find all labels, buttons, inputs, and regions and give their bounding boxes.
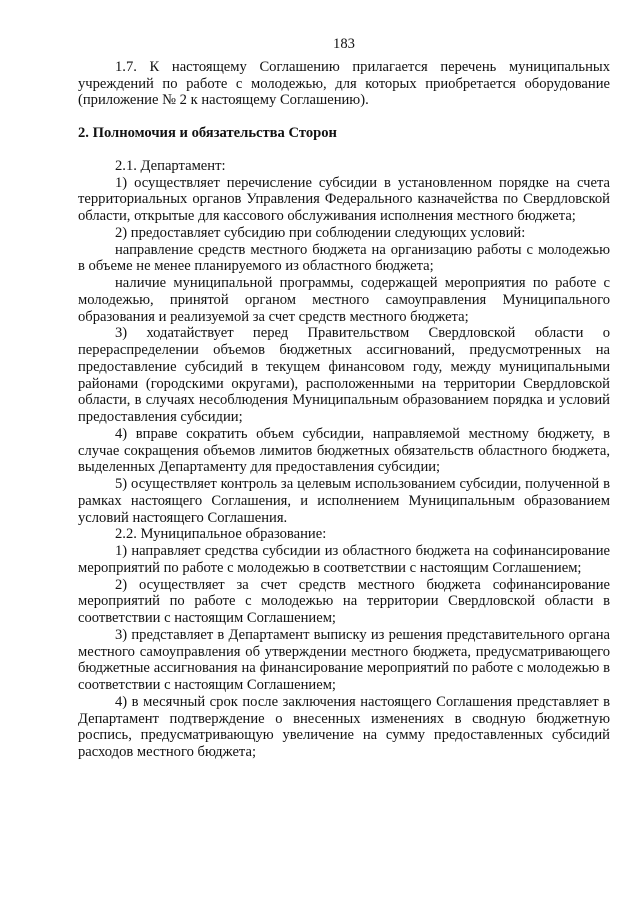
section-heading: 2. Полномочия и обязательства Сторон <box>78 125 337 141</box>
paragraph-condition-1: направление средств местного бюджета на организацию работы с молодежью в объеме не менее планируемого из областного бюджета; <box>78 241 610 275</box>
paragraph-2-2-item-1: 1) направляет средства субсидии из областного бюджета на софинансирование мероприятий по работе с молодежью в соответствии с настоящим Соглашением; <box>78 543 610 576</box>
paragraph-2-2: 2.2. Муниципальное образование: <box>115 526 327 543</box>
paragraph-2-1-item-4: 4) вправе сократить объем субсидии, направляемой местному бюджету, в случае сокращения объемов лимитов бюджетных обязательств областного бюджета, выделенных Департаменту для предоставления субсидии; <box>78 425 610 476</box>
paragraph-2-2-item-2: 2) осуществляет за счет средств местного бюджета софинансирование мероприятий по работе с молодежью на территории Свердловской области в соответствии с настоящим Соглашением; <box>78 576 610 626</box>
paragraph-2-2-item-3: 3) представляет в Департамент выписку из решения представительного органа местного самоуправления об утверждении местного бюджета, предусматривающего бюджетные ассигнования на финансирование мероприятий по работе с молодежью в соответствии с настоящим Соглашением; <box>78 626 610 693</box>
document-body <box>78 36 610 761</box>
paragraph-2-1-item-5: 5) осуществляет контроль за целевым использованием субсидии, полученной в рамках настоящего Соглашения, и исполнением Муниципальным образованием условий настоящего Соглашения. <box>78 476 610 526</box>
paragraph-2-1-item-3: 3) ходатайствует перед Правительством Свердловской области о перераспределении объемов бюджетных ассигнований, предусмотренных на предоставление субсидий в текущем финансовом году, между муниципальными районами (городскими округами), расположенными на территории Свердловской области, в случаях несоблюдения Муниципальным образованием порядка и условий предоставления субсидии; <box>78 325 610 425</box>
paragraph-2-1-item-1: 1) осуществляет перечисление субсидии в установленном порядке на счета территориальных органов Управления Федерального казначейства по Свердловской области, открытые для кассового обслуживания исполнения местного бюджета; <box>78 174 610 224</box>
paragraph-2-1: 2.1. Департамент: <box>115 157 226 174</box>
page-number: 183 <box>333 36 355 52</box>
paragraph-condition-2: наличие муниципальной программы, содержащей мероприятия по работе с молодежью, принятой органом местного самоуправления Муниципального образования и реализуемой за счет средств местного бюджета; <box>78 275 610 325</box>
paragraph-2-1-item-2: 2) предоставляет субсидию при соблюдении следующих условий: <box>115 224 526 241</box>
paragraph-2-2-item-4: 4) в месячный срок после заключения настоящего Соглашения представляет в Департамент подтверждение о внесенных изменениях в сводную бюджетную роспись, предусматривающую увеличение на сумму предоставленных субсидий расходов местного бюджета; <box>78 693 610 760</box>
paragraph-1-7: 1.7. К настоящему Соглашению прилагается перечень муниципальных учреждений по работе с молодежью, для которых приобретается оборудование (приложение № 2 к настоящему Соглашению). <box>78 58 610 109</box>
